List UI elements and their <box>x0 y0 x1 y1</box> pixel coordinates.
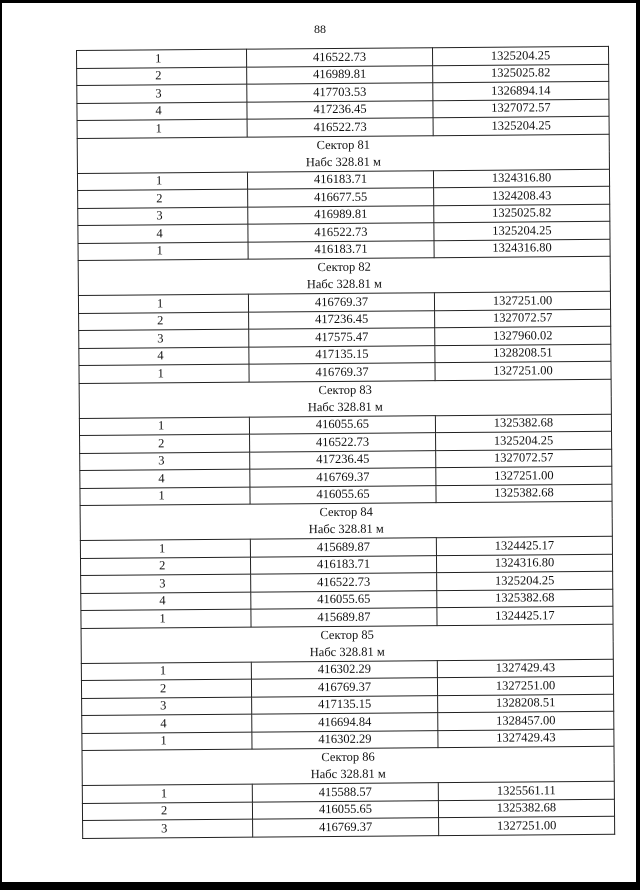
y-coordinate-cell: 1328208.51 <box>438 694 614 713</box>
x-coordinate-cell: 416522.73 <box>246 48 432 67</box>
y-coordinate-cell: 1327429.43 <box>437 659 613 678</box>
x-coordinate-cell: 416055.65 <box>249 415 435 434</box>
y-coordinate-cell: 1327251.00 <box>436 466 612 485</box>
x-coordinate-cell: 416694.84 <box>252 713 438 732</box>
x-coordinate-cell: 416055.65 <box>250 485 436 504</box>
y-coordinate-cell: 1325382.68 <box>438 799 614 818</box>
y-coordinate-cell: 1324425.17 <box>437 606 613 625</box>
y-coordinate-cell: 1325382.68 <box>436 484 612 503</box>
x-coordinate-cell: 416522.73 <box>248 223 434 242</box>
sector-title: Сектор 84 <box>80 501 612 523</box>
x-coordinate-cell: 416183.71 <box>248 240 434 259</box>
y-coordinate-cell: 1325204.25 <box>433 116 609 135</box>
point-number-cell: 2 <box>79 312 249 331</box>
sector-title: Сектор 82 <box>78 256 610 278</box>
point-number-cell: 2 <box>78 189 248 208</box>
point-number-cell: 1 <box>79 417 249 436</box>
x-coordinate-cell: 417236.45 <box>247 100 433 119</box>
y-coordinate-cell: 1325204.25 <box>437 571 613 590</box>
x-coordinate-cell: 416522.73 <box>247 118 433 137</box>
x-coordinate-cell: 416183.71 <box>247 170 433 189</box>
sector-title: Сектор 81 <box>77 134 609 156</box>
y-coordinate-cell: 1325204.25 <box>436 431 612 450</box>
x-coordinate-cell: 417575.47 <box>249 328 435 347</box>
point-number-cell: 1 <box>82 784 252 803</box>
y-coordinate-cell: 1324316.80 <box>436 554 612 573</box>
y-coordinate-cell: 1327072.57 <box>435 309 611 328</box>
x-coordinate-cell: 417236.45 <box>250 450 436 469</box>
point-number-cell: 2 <box>80 434 250 453</box>
point-number-cell: 1 <box>78 294 248 313</box>
scan-border-right <box>636 0 640 890</box>
y-coordinate-cell: 1327960.02 <box>435 326 611 345</box>
x-coordinate-cell: 416302.29 <box>252 730 438 749</box>
y-coordinate-cell: 1325025.82 <box>433 64 609 83</box>
sector-title: Сектор 83 <box>79 379 611 401</box>
y-coordinate-cell: 1324208.43 <box>434 186 610 205</box>
point-number-cell: 1 <box>77 119 247 138</box>
x-coordinate-cell: 416183.71 <box>250 555 436 574</box>
x-coordinate-cell: 417236.45 <box>249 310 435 329</box>
x-coordinate-cell: 417703.53 <box>247 83 433 102</box>
point-number-cell: 4 <box>77 102 247 121</box>
point-number-cell: 4 <box>80 469 250 488</box>
point-number-cell: 3 <box>81 574 251 593</box>
point-number-cell: 1 <box>78 242 248 261</box>
sector-height: Набс 328.81 м <box>79 396 611 418</box>
x-coordinate-cell: 415689.87 <box>250 538 436 557</box>
y-coordinate-cell: 1324425.17 <box>436 536 612 555</box>
scan-border-left <box>0 0 2 890</box>
y-coordinate-cell: 1327072.57 <box>433 99 609 118</box>
y-coordinate-cell: 1325204.25 <box>432 46 608 65</box>
x-coordinate-cell: 416522.73 <box>250 433 436 452</box>
y-coordinate-cell: 1327429.43 <box>438 729 614 748</box>
point-number-cell: 2 <box>77 67 247 86</box>
sector-height: Набс 328.81 м <box>77 151 609 173</box>
scan-border-top <box>0 0 640 3</box>
y-coordinate-cell: 1325382.68 <box>435 414 611 433</box>
point-number-cell: 3 <box>78 207 248 226</box>
y-coordinate-cell: 1325025.82 <box>434 204 610 223</box>
sector-height: Набс 328.81 м <box>80 519 612 541</box>
x-coordinate-cell: 415588.57 <box>252 783 438 802</box>
scan-border-bottom <box>0 882 640 890</box>
x-coordinate-cell: 416769.37 <box>250 468 436 487</box>
point-number-cell: 2 <box>81 679 251 698</box>
table-row <box>83 816 615 838</box>
sector-title: Сектор 86 <box>82 746 614 768</box>
point-number-cell: 1 <box>77 172 247 191</box>
point-number-cell: 1 <box>81 662 251 681</box>
point-number-cell: 1 <box>79 364 249 383</box>
x-coordinate-cell: 416055.65 <box>252 800 438 819</box>
point-number-cell: 1 <box>80 487 250 506</box>
point-number-cell: 2 <box>82 802 252 821</box>
y-coordinate-cell: 1325561.11 <box>438 781 614 800</box>
point-number-cell: 3 <box>83 819 253 838</box>
x-coordinate-cell: 416302.29 <box>251 660 437 679</box>
y-coordinate-cell: 1325204.25 <box>434 221 610 240</box>
x-coordinate-cell: 416989.81 <box>248 205 434 224</box>
y-coordinate-cell: 1327251.00 <box>437 676 613 695</box>
point-number-cell: 3 <box>79 329 249 348</box>
y-coordinate-cell: 1328208.51 <box>435 344 611 363</box>
x-coordinate-cell: 416989.81 <box>247 65 433 84</box>
y-coordinate-cell: 1327251.00 <box>435 361 611 380</box>
x-coordinate-cell: 416769.37 <box>253 818 439 837</box>
page-number: 88 <box>314 22 326 36</box>
coordinates-table-body <box>77 46 615 838</box>
x-coordinate-cell: 416769.37 <box>248 293 434 312</box>
x-coordinate-cell: 415689.87 <box>251 608 437 627</box>
sector-height: Набс 328.81 м <box>78 274 610 296</box>
x-coordinate-cell: 416055.65 <box>251 590 437 609</box>
x-coordinate-cell: 416769.37 <box>249 363 435 382</box>
point-number-cell: 3 <box>82 697 252 716</box>
y-coordinate-cell: 1324316.80 <box>433 169 609 188</box>
y-coordinate-cell: 1327251.00 <box>439 816 615 835</box>
y-coordinate-cell: 1327251.00 <box>434 291 610 310</box>
point-number-cell: 4 <box>79 347 249 366</box>
coordinates-table <box>76 46 615 839</box>
y-coordinate-cell: 1327072.57 <box>436 449 612 468</box>
point-number-cell: 1 <box>80 539 250 558</box>
x-coordinate-cell: 417135.15 <box>252 695 438 714</box>
y-coordinate-cell: 1325382.68 <box>437 589 613 608</box>
point-number-cell: 1 <box>77 49 247 68</box>
point-number-cell: 3 <box>77 84 247 103</box>
point-number-cell: 3 <box>80 452 250 471</box>
point-number-cell: 2 <box>80 557 250 576</box>
x-coordinate-cell: 416522.73 <box>251 573 437 592</box>
point-number-cell: 1 <box>81 609 251 628</box>
point-number-cell: 4 <box>81 592 251 611</box>
x-coordinate-cell: 417135.15 <box>249 345 435 364</box>
point-number-cell: 4 <box>78 224 248 243</box>
x-coordinate-cell: 416769.37 <box>251 678 437 697</box>
sector-title: Сектор 85 <box>81 624 613 646</box>
sector-height: Набс 328.81 м <box>81 641 613 663</box>
point-number-cell: 1 <box>82 732 252 751</box>
point-number-cell: 4 <box>82 714 252 733</box>
x-coordinate-cell: 416677.55 <box>248 188 434 207</box>
y-coordinate-cell: 1328457.00 <box>438 711 614 730</box>
sector-height: Набс 328.81 м <box>82 764 614 786</box>
y-coordinate-cell: 1324316.80 <box>434 239 610 258</box>
y-coordinate-cell: 1326894.14 <box>433 81 609 100</box>
